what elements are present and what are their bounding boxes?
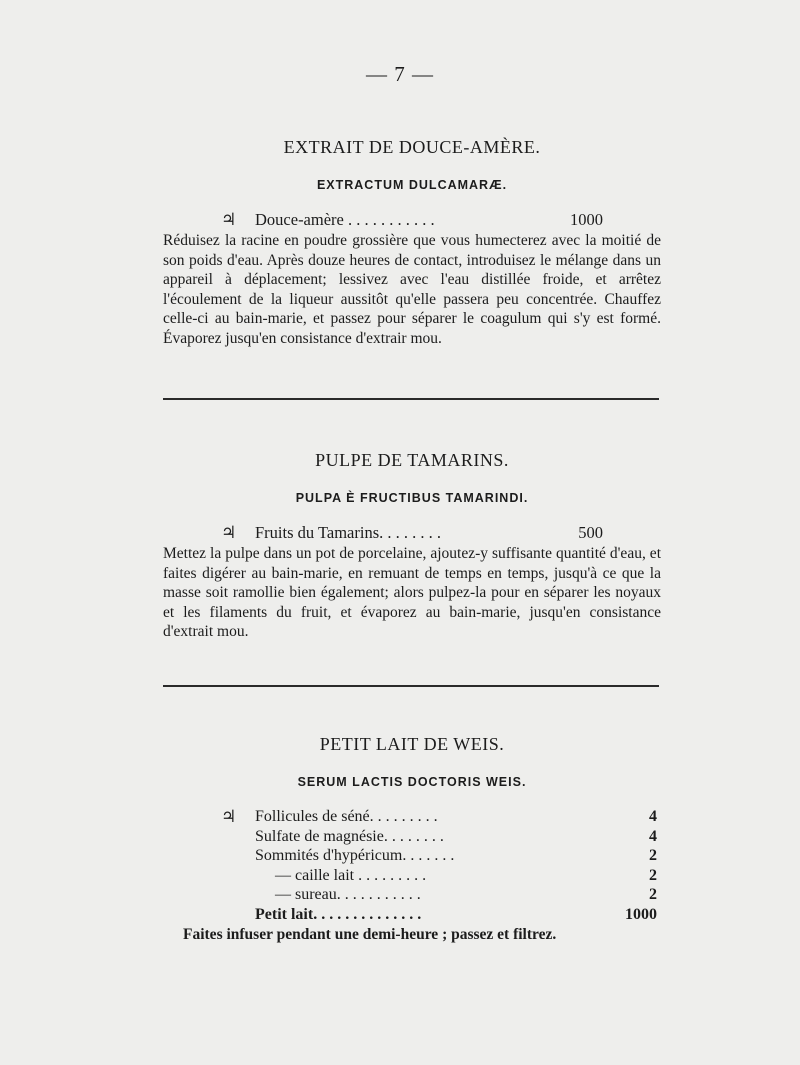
recipe-symbol-icon: ♃: [221, 807, 237, 826]
ingredient-name: — caille lait . . . . . . . . .: [275, 866, 427, 884]
section-instructions: Faites infuser pendant une demi-heure ; passez et filtrez.: [183, 925, 557, 943]
ingredient-row: [163, 866, 661, 886]
recipe-symbol-icon: ♃: [221, 523, 237, 542]
section-divider: [163, 685, 659, 687]
ingredient-row: [163, 827, 661, 847]
ingredient-quantity: 1000: [570, 210, 603, 229]
section-subtitle: SERUM LACTIS DOCTORIS WEIS.: [297, 775, 527, 789]
section-instructions: Réduisez la racine en poudre grossière que vous humecterez avec la moitié de son poids d'eau. Après douze heures de contact, introduisez le mélange dans un appareil à déplacement; lessivez avec l'eau distillée froide, et arrêtez l'écoulement de la liqueur aussitôt qu'elle passera peu concentrée. Chauffez celle-ci au bain-marie, et passez pour séparer le coagulum qui s'y est formé. Évaporez jusqu'en consistance d'extrair mou.: [163, 232, 661, 347]
ingredient-name: Douce-amère . . . . . . . . . . .: [255, 210, 435, 229]
ingredient-name: Fruits du Tamarins. . . . . . . .: [255, 523, 441, 542]
section-petit-lait: [163, 734, 661, 945]
section-subtitle: EXTRACTUM DULCAMARÆ.: [316, 178, 508, 192]
ingredient-name: — sureau. . . . . . . . . . .: [275, 886, 421, 904]
section-title: PULPE DE TAMARINS.: [315, 450, 509, 470]
ingredient-row: [163, 885, 661, 905]
ingredient-row: [163, 210, 661, 230]
ingredient-quantity: 2: [649, 886, 657, 904]
ingredient-name: Sulfate de magnésie. . . . . . . .: [255, 827, 444, 845]
section-title: PETIT LAIT DE WEIS.: [319, 734, 505, 754]
ingredient-name: Petit lait. . . . . . . . . . . . . .: [255, 905, 422, 923]
section-douce-amere: [163, 137, 661, 348]
ingredient-row: [163, 807, 661, 827]
ingredient-quantity: 500: [578, 523, 603, 542]
ingredient-name: Follicules de séné. . . . . . . . .: [255, 808, 438, 825]
ingredient-name: Sommités d'hypéricum. . . . . . .: [255, 847, 455, 865]
section-subtitle: PULPA È FRUCTIBUS TAMARINDI.: [295, 491, 529, 505]
section-title: EXTRAIT DE DOUCE-AMÈRE.: [283, 137, 541, 157]
ingredient-row: [163, 846, 661, 866]
section-instructions: Mettez la pulpe dans un pot de porcelaine, ajoutez-y suffisante quantité d'eau, et faites digérer au bain-marie, en remuant de temps en temps, jusqu'à ce que la masse soit ramollie bien également; alors pulpez-la pour en séparer les noyaux et les filaments du fruit, et évaporez au bain-marie, jusqu'en consistance d'extrait mou.: [163, 545, 661, 640]
ingredient-list: [163, 807, 661, 925]
ingredient-row: [163, 905, 661, 925]
section-divider: [163, 398, 659, 400]
ingredient-quantity: 4: [649, 808, 657, 825]
page-number: — 7 —: [366, 62, 434, 86]
ingredient-quantity: 1000: [625, 905, 657, 923]
ingredient-quantity: 4: [649, 827, 657, 845]
ingredient-row: [163, 523, 661, 543]
ingredient-quantity: 2: [649, 866, 657, 884]
ingredient-quantity: 2: [649, 847, 657, 865]
section-tamarins: [163, 450, 661, 642]
recipe-symbol-icon: ♃: [221, 210, 237, 229]
